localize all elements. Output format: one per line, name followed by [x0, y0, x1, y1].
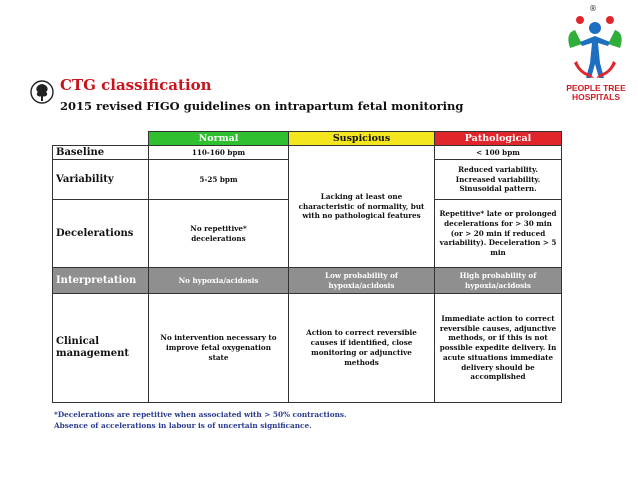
logo-name-line1: PEOPLE TREE: [566, 83, 626, 93]
page-subtitle: 2015 revised FIGO guidelines on intrapartum fetal monitoring: [60, 99, 464, 113]
footnote-decelerations: *Decelerations are repetitive when associated with > 50% contractions.: [54, 410, 347, 419]
suspicious-criteria-cell: [289, 146, 435, 268]
page-title: CTG classification: [60, 76, 212, 94]
decelerations-pathological: Repetitive* late or prolonged decelerations for > 30 min (or > 20 min if reduced variability). Deceleration > 5 min: [435, 200, 562, 268]
header-normal: Normal: [149, 132, 289, 146]
table-row-interpretation: [53, 268, 562, 294]
clinical-pathological: Immediate action to correct reversible causes, adjunctive methods, or if this is not possible expedite delivery. In acute situations immediate delivery should be accomplished: [435, 294, 562, 403]
registered-mark: ®: [589, 4, 597, 13]
table-header-row: [53, 132, 562, 146]
row-label-decelerations: Decelerations: [53, 200, 149, 268]
clinical-normal: [149, 294, 289, 403]
row-label-clinical-management: Clinical management: [53, 294, 149, 403]
interpretation-suspicious: [289, 268, 435, 294]
footnote-accelerations: Absence of accelerations in labour is of uncertain significance.: [54, 421, 312, 430]
baseline-normal: 110-160 bpm: [149, 146, 289, 160]
interpretation-pathological-text: High probability of hypoxia/acidosis: [459, 270, 537, 290]
variability-normal: 5-25 bpm: [149, 160, 289, 200]
table-row-clinical-management: [53, 294, 562, 403]
table-row-baseline: [53, 146, 562, 160]
clinical-normal-text: No intervention necessary to improve fetal oxygenation state: [160, 333, 277, 362]
hospital-logo-text: [558, 84, 634, 102]
row-label-variability: Variability: [53, 160, 149, 200]
row-label-interpretation: Interpretation: [53, 268, 149, 294]
header-suspicious: Suspicious: [289, 132, 435, 146]
footnotes: [54, 409, 347, 431]
tree-emblem-icon: [30, 80, 54, 106]
interpretation-suspicious-text: Low probability of hypoxia/acidosis: [325, 270, 398, 290]
interpretation-normal: No hypoxia/acidosis: [149, 268, 289, 294]
header-pathological: Pathological: [435, 132, 562, 146]
clinical-suspicious-text: Action to correct reversible causes if identified, close monitoring or adjunctive methods: [306, 328, 417, 367]
interpretation-pathological: [435, 268, 562, 294]
suspicious-criteria-text: Lacking at least one characteristic of normality, but with no pathological features: [298, 191, 425, 221]
ctg-classification-table: [52, 131, 562, 403]
variability-pathological: Reduced variability. Increased variability. Sinusoidal pattern.: [435, 160, 562, 200]
logo-name-line2: HOSPITALS: [571, 92, 620, 102]
decelerations-normal-text: No repetitive* decelerations: [190, 223, 247, 243]
decelerations-normal: [149, 200, 289, 268]
baseline-pathological: < 100 bpm: [435, 146, 562, 160]
row-label-baseline: Baseline: [53, 146, 149, 160]
clinical-suspicious: [289, 294, 435, 403]
people-tree-figure-icon: [560, 8, 630, 84]
header-empty-cell: [53, 132, 149, 146]
